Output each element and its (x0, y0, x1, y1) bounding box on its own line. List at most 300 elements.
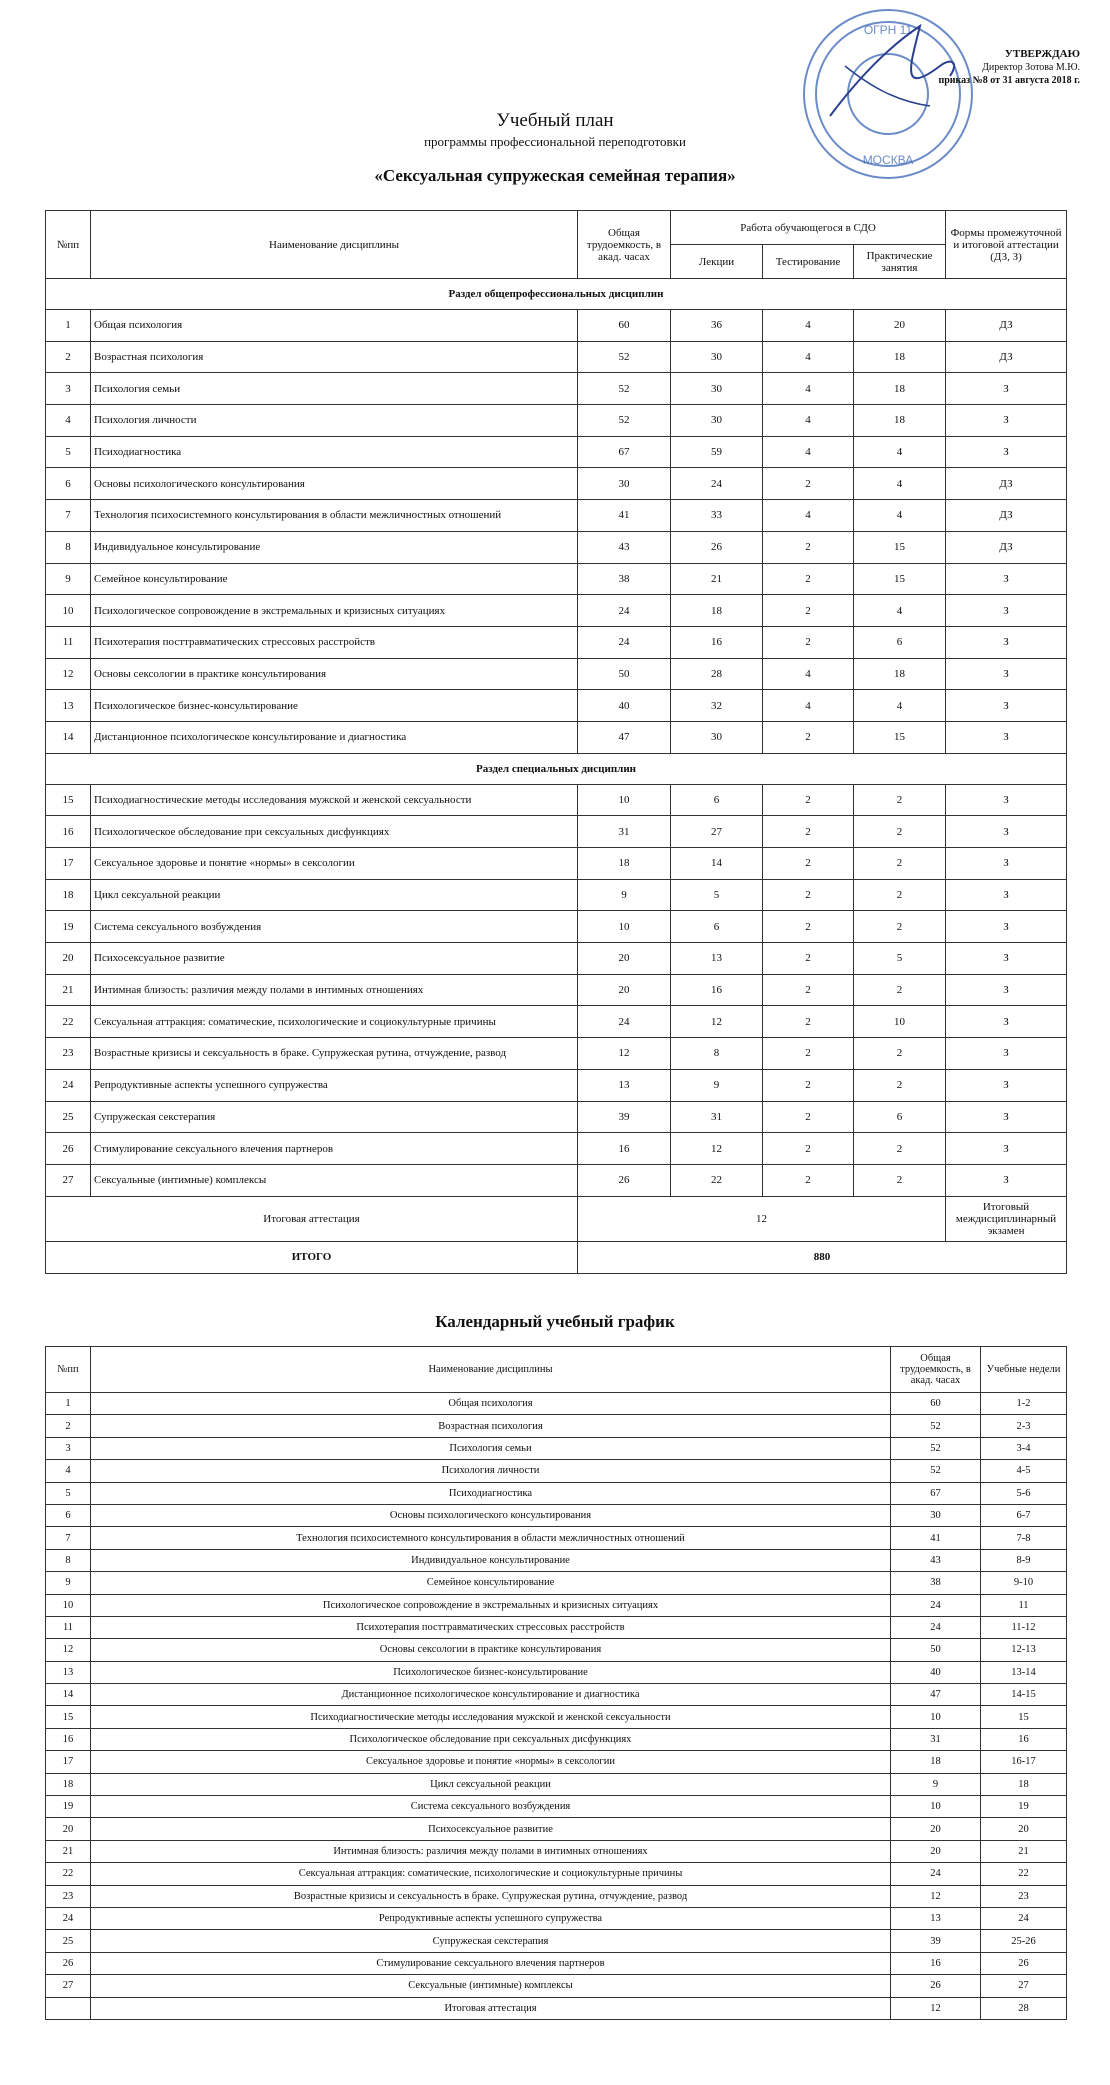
discipline-name: Индивидуальное консультирование (91, 1549, 891, 1571)
row-number: 7 (46, 1527, 91, 1549)
table-row (46, 1840, 1067, 1862)
lecture-hours: 24 (671, 468, 763, 500)
practice-hours: 18 (854, 373, 946, 405)
practice-hours: 10 (854, 1006, 946, 1038)
discipline-hours: 50 (891, 1639, 981, 1661)
discipline-name: Психодиагностические методы исследования мужской и женской сексуальности (91, 1706, 891, 1728)
row-number: 15 (46, 1706, 91, 1728)
attestation-form: З (946, 911, 1067, 943)
discipline-hours: 30 (578, 468, 671, 500)
schedule-header-hours: Общая трудоемкость, в акад. часах (891, 1347, 981, 1393)
row-number: 7 (46, 500, 91, 532)
table-row (46, 1572, 1067, 1594)
discipline-hours: 20 (578, 943, 671, 975)
practice-hours: 2 (854, 974, 946, 1006)
practice-hours: 15 (854, 563, 946, 595)
discipline-hours: 41 (578, 500, 671, 532)
table-row (46, 1482, 1067, 1504)
discipline-name: Психотерапия посттравматических стрессовых расстройств (91, 626, 578, 658)
discipline-hours: 26 (891, 1975, 981, 1997)
lecture-hours: 16 (671, 974, 763, 1006)
discipline-hours: 16 (578, 1133, 671, 1165)
discipline-name: Общая психология (91, 1393, 891, 1415)
discipline-name: Основы сексологии в практике консультирования (91, 1639, 891, 1661)
row-number: 22 (46, 1863, 91, 1885)
header-num: №пп (46, 211, 91, 279)
discipline-hours: 24 (578, 595, 671, 627)
row-number: 27 (46, 1975, 91, 1997)
attestation-form: З (946, 563, 1067, 595)
final-attestation-form: Итоговый междисциплинарный экзамен (946, 1196, 1067, 1241)
testing-hours: 4 (763, 341, 854, 373)
attestation-form: ДЗ (946, 500, 1067, 532)
row-number: 5 (46, 436, 91, 468)
discipline-hours: 12 (891, 1997, 981, 2019)
lecture-hours: 14 (671, 848, 763, 880)
study-weeks: 24 (981, 1907, 1067, 1929)
table-row (46, 1684, 1067, 1706)
row-number: 12 (46, 658, 91, 690)
table-row (46, 1527, 1067, 1549)
study-weeks: 4-5 (981, 1460, 1067, 1482)
table-row (46, 1164, 1067, 1196)
row-number: 27 (46, 1164, 91, 1196)
lecture-hours: 12 (671, 1006, 763, 1038)
row-number: 18 (46, 879, 91, 911)
study-weeks: 26 (981, 1952, 1067, 1974)
row-number: 2 (46, 341, 91, 373)
discipline-name: Возрастные кризисы и сексуальность в браке. Супружеская рутина, отчуждение, развод (91, 1885, 891, 1907)
testing-hours: 2 (763, 848, 854, 880)
row-number: 17 (46, 1751, 91, 1773)
study-weeks: 27 (981, 1975, 1067, 1997)
study-weeks: 8-9 (981, 1549, 1067, 1571)
lecture-hours: 16 (671, 626, 763, 658)
table-row (46, 1997, 1067, 2019)
table-row (46, 1773, 1067, 1795)
testing-hours: 2 (763, 911, 854, 943)
practice-hours: 2 (854, 879, 946, 911)
discipline-hours: 39 (578, 1101, 671, 1133)
testing-hours: 2 (763, 563, 854, 595)
row-number (46, 1997, 91, 2019)
row-number: 21 (46, 974, 91, 1006)
table-row (46, 879, 1067, 911)
row-number: 23 (46, 1038, 91, 1070)
row-number: 10 (46, 1594, 91, 1616)
discipline-name: Основы психологического консультирования (91, 1504, 891, 1526)
row-number: 25 (46, 1101, 91, 1133)
attestation-form: З (946, 690, 1067, 722)
row-number: 13 (46, 1661, 91, 1683)
discipline-name: Сексуальное здоровье и понятие «нормы» в сексологии (91, 1751, 891, 1773)
row-number: 10 (46, 595, 91, 627)
table-row (46, 1728, 1067, 1750)
discipline-name: Психодиагностические методы исследования мужской и женской сексуальности (91, 784, 578, 816)
study-weeks: 7-8 (981, 1527, 1067, 1549)
discipline-hours: 67 (891, 1482, 981, 1504)
study-weeks: 12-13 (981, 1639, 1067, 1661)
lecture-hours: 5 (671, 879, 763, 911)
table-row (46, 1639, 1067, 1661)
discipline-name: Супружеская секстерапия (91, 1930, 891, 1952)
table-row (46, 1751, 1067, 1773)
row-number: 11 (46, 626, 91, 658)
discipline-name: Итоговая аттестация (91, 1997, 891, 2019)
discipline-hours: 43 (578, 531, 671, 563)
table-row (46, 784, 1067, 816)
row-number: 22 (46, 1006, 91, 1038)
discipline-name: Система сексуального возбуждения (91, 911, 578, 943)
discipline-name: Цикл сексуальной реакции (91, 1773, 891, 1795)
row-number: 17 (46, 848, 91, 880)
row-number: 3 (46, 373, 91, 405)
table-row (46, 500, 1067, 532)
section-title: Раздел специальных дисциплин (46, 753, 1067, 784)
row-number: 11 (46, 1616, 91, 1638)
discipline-name: Психотерапия посттравматических стрессовых расстройств (91, 1616, 891, 1638)
study-weeks: 9-10 (981, 1572, 1067, 1594)
schedule-header-weeks: Учебные недели (981, 1347, 1067, 1393)
table-row (46, 1393, 1067, 1415)
discipline-name: Сексуальная аттракция: соматические, психологические и социокультурные причины (91, 1006, 578, 1038)
lecture-hours: 30 (671, 721, 763, 753)
discipline-name: Семейное консультирование (91, 563, 578, 595)
table-row (46, 816, 1067, 848)
discipline-name: Технология психосистемного консультирования в области межличностных отношений (91, 500, 578, 532)
discipline-name: Репродуктивные аспекты успешного супружества (91, 1907, 891, 1929)
row-number: 19 (46, 1796, 91, 1818)
table-row (46, 848, 1067, 880)
practice-hours: 2 (854, 816, 946, 848)
lecture-hours: 13 (671, 943, 763, 975)
attestation-form: З (946, 816, 1067, 848)
row-number: 16 (46, 1728, 91, 1750)
table-row (46, 974, 1067, 1006)
study-weeks: 25-26 (981, 1930, 1067, 1952)
row-number: 23 (46, 1885, 91, 1907)
discipline-name: Сексуальное здоровье и понятие «нормы» в сексологии (91, 848, 578, 880)
discipline-hours: 38 (578, 563, 671, 595)
study-weeks: 11-12 (981, 1616, 1067, 1638)
lecture-hours: 6 (671, 784, 763, 816)
row-number: 8 (46, 1549, 91, 1571)
schedule-header-num: №пп (46, 1347, 91, 1393)
section-row (46, 279, 1067, 310)
discipline-hours: 9 (578, 879, 671, 911)
row-number: 9 (46, 563, 91, 595)
discipline-name: Дистанционное психологическое консультирование и диагностика (91, 1684, 891, 1706)
discipline-name: Психологическое сопровождение в экстремальных и кризисных ситуациях (91, 595, 578, 627)
row-number: 14 (46, 721, 91, 753)
discipline-hours: 26 (578, 1164, 671, 1196)
practice-hours: 2 (854, 1164, 946, 1196)
study-weeks: 14-15 (981, 1684, 1067, 1706)
total-label: ИТОГО (46, 1241, 578, 1273)
discipline-name: Система сексуального возбуждения (91, 1796, 891, 1818)
discipline-name: Психологическое бизнес-консультирование (91, 1661, 891, 1683)
discipline-hours: 60 (578, 310, 671, 342)
row-number: 24 (46, 1069, 91, 1101)
section-row (46, 753, 1067, 784)
testing-hours: 2 (763, 626, 854, 658)
discipline-hours: 30 (891, 1504, 981, 1526)
practice-hours: 4 (854, 500, 946, 532)
practice-hours: 4 (854, 690, 946, 722)
lecture-hours: 6 (671, 911, 763, 943)
row-number: 5 (46, 1482, 91, 1504)
lecture-hours: 33 (671, 500, 763, 532)
attestation-form: ДЗ (946, 310, 1067, 342)
attestation-form: З (946, 1038, 1067, 1070)
discipline-hours: 52 (891, 1437, 981, 1459)
discipline-hours: 47 (891, 1684, 981, 1706)
table-row (46, 626, 1067, 658)
row-number: 21 (46, 1840, 91, 1862)
testing-hours: 2 (763, 943, 854, 975)
lecture-hours: 22 (671, 1164, 763, 1196)
attestation-form: З (946, 1133, 1067, 1165)
section-title: Раздел общепрофессиональных дисциплин (46, 279, 1067, 310)
attestation-form: З (946, 1006, 1067, 1038)
row-number: 8 (46, 531, 91, 563)
discipline-hours: 31 (578, 816, 671, 848)
lecture-hours: 32 (671, 690, 763, 722)
discipline-hours: 60 (891, 1393, 981, 1415)
study-weeks: 5-6 (981, 1482, 1067, 1504)
discipline-name: Психодиагностика (91, 436, 578, 468)
study-weeks: 19 (981, 1796, 1067, 1818)
table-row (46, 1863, 1067, 1885)
document-subtitle: программы профессиональной переподготовки (424, 134, 686, 149)
curriculum-table (45, 210, 1067, 1274)
table-row (46, 1930, 1067, 1952)
practice-hours: 4 (854, 468, 946, 500)
testing-hours: 2 (763, 595, 854, 627)
practice-hours: 5 (854, 943, 946, 975)
row-number: 25 (46, 1930, 91, 1952)
discipline-hours: 43 (891, 1549, 981, 1571)
table-row (46, 911, 1067, 943)
row-number: 1 (46, 1393, 91, 1415)
table-row (46, 1818, 1067, 1840)
attestation-form: З (946, 373, 1067, 405)
practice-hours: 18 (854, 341, 946, 373)
discipline-hours: 13 (578, 1069, 671, 1101)
approval-title: УТВЕРЖДАЮ (1004, 48, 1080, 60)
discipline-hours: 24 (891, 1616, 981, 1638)
testing-hours: 2 (763, 784, 854, 816)
study-weeks: 1-2 (981, 1393, 1067, 1415)
final-attestation-row (46, 1196, 1067, 1241)
discipline-name: Интимная близость: различия между полами в интимных отношениях (91, 1840, 891, 1862)
discipline-hours: 50 (578, 658, 671, 690)
table-row (46, 563, 1067, 595)
approval-director: Директор Зотова М.Ю. (982, 62, 1080, 73)
table-row (46, 1616, 1067, 1638)
table-row (46, 1415, 1067, 1437)
table-row (46, 1038, 1067, 1070)
attestation-form: ДЗ (946, 341, 1067, 373)
discipline-hours: 67 (578, 436, 671, 468)
testing-hours: 4 (763, 436, 854, 468)
row-number: 24 (46, 1907, 91, 1929)
row-number: 9 (46, 1572, 91, 1594)
discipline-name: Психология семьи (91, 1437, 891, 1459)
study-weeks: 6-7 (981, 1504, 1067, 1526)
discipline-name: Индивидуальное консультирование (91, 531, 578, 563)
table-row (46, 1594, 1067, 1616)
attestation-form: ДЗ (946, 531, 1067, 563)
discipline-name: Основы сексологии в практике консультирования (91, 658, 578, 690)
table-row (46, 595, 1067, 627)
lecture-hours: 36 (671, 310, 763, 342)
discipline-name: Психосексуальное развитие (91, 943, 578, 975)
header-work: Работа обучающегося в СДО (671, 211, 946, 245)
approval-order: приказ №8 от 31 августа 2018 г. (938, 75, 1080, 86)
discipline-name: Психология личности (91, 405, 578, 437)
total-row (46, 1241, 1067, 1273)
discipline-name: Дистанционное психологическое консультирование и диагностика (91, 721, 578, 753)
table-row (46, 468, 1067, 500)
testing-hours: 2 (763, 879, 854, 911)
table-row (46, 1460, 1067, 1482)
table-row (46, 1706, 1067, 1728)
schedule-header-row (46, 1347, 1067, 1393)
table-row (46, 658, 1067, 690)
discipline-hours: 40 (891, 1661, 981, 1683)
discipline-hours: 41 (891, 1527, 981, 1549)
testing-hours: 4 (763, 310, 854, 342)
study-weeks: 13-14 (981, 1661, 1067, 1683)
study-weeks: 16-17 (981, 1751, 1067, 1773)
svg-text:ОГРН 11: ОГРН 11 (863, 23, 913, 37)
study-weeks: 28 (981, 1997, 1067, 2019)
study-weeks: 18 (981, 1773, 1067, 1795)
discipline-name: Психодиагностика (91, 1482, 891, 1504)
testing-hours: 2 (763, 974, 854, 1006)
discipline-name: Возрастные кризисы и сексуальность в браке. Супружеская рутина, отчуждение, развод (91, 1038, 578, 1070)
row-number: 20 (46, 1818, 91, 1840)
table-row (46, 436, 1067, 468)
table-row (46, 721, 1067, 753)
header-lectures: Лекции (671, 245, 763, 279)
lecture-hours: 8 (671, 1038, 763, 1070)
study-weeks: 23 (981, 1885, 1067, 1907)
discipline-hours: 52 (578, 373, 671, 405)
attestation-form: З (946, 943, 1067, 975)
discipline-name: Психологическое сопровождение в экстремальных и кризисных ситуациях (91, 1594, 891, 1616)
discipline-name: Психологическое обследование при сексуальных дисфункциях (91, 816, 578, 848)
discipline-hours: 10 (578, 784, 671, 816)
study-weeks: 20 (981, 1818, 1067, 1840)
row-number: 3 (46, 1437, 91, 1459)
testing-hours: 2 (763, 1101, 854, 1133)
discipline-name: Возрастная психология (91, 341, 578, 373)
study-weeks: 15 (981, 1706, 1067, 1728)
discipline-name: Сексуальные (интимные) комплексы (91, 1164, 578, 1196)
discipline-name: Супружеская секстерапия (91, 1101, 578, 1133)
row-number: 6 (46, 468, 91, 500)
table-row (46, 1975, 1067, 1997)
discipline-hours: 24 (891, 1594, 981, 1616)
discipline-name: Психологическое обследование при сексуальных дисфункциях (91, 1728, 891, 1750)
row-number: 14 (46, 1684, 91, 1706)
attestation-form: ДЗ (946, 468, 1067, 500)
discipline-hours: 31 (891, 1728, 981, 1750)
attestation-form: З (946, 721, 1067, 753)
table-row (46, 373, 1067, 405)
header-practice: Практические занятия (854, 245, 946, 279)
discipline-hours: 38 (891, 1572, 981, 1594)
discipline-name: Семейное консультирование (91, 1572, 891, 1594)
lecture-hours: 26 (671, 531, 763, 563)
discipline-hours: 9 (891, 1773, 981, 1795)
discipline-hours: 52 (578, 341, 671, 373)
table-row (46, 1952, 1067, 1974)
discipline-name: Психология личности (91, 1460, 891, 1482)
row-number: 1 (46, 310, 91, 342)
row-number: 18 (46, 1773, 91, 1795)
testing-hours: 2 (763, 1069, 854, 1101)
discipline-hours: 10 (578, 911, 671, 943)
discipline-hours: 39 (891, 1930, 981, 1952)
testing-hours: 2 (763, 721, 854, 753)
row-number: 26 (46, 1952, 91, 1974)
practice-hours: 2 (854, 1038, 946, 1070)
study-weeks: 11 (981, 1594, 1067, 1616)
lecture-hours: 9 (671, 1069, 763, 1101)
lecture-hours: 18 (671, 595, 763, 627)
discipline-name: Психологическое бизнес-консультирование (91, 690, 578, 722)
lecture-hours: 28 (671, 658, 763, 690)
table-row (46, 1437, 1067, 1459)
study-weeks: 21 (981, 1840, 1067, 1862)
row-number: 6 (46, 1504, 91, 1526)
program-title: «Сексуальная супружеская семейная терапия» (374, 166, 736, 185)
total-hours: 880 (578, 1241, 1067, 1273)
discipline-name: Стимулирование сексуального влечения партнеров (91, 1133, 578, 1165)
svg-text:МОСКВА: МОСКВА (862, 153, 914, 167)
practice-hours: 20 (854, 310, 946, 342)
approval-block (930, 48, 1080, 87)
lecture-hours: 31 (671, 1101, 763, 1133)
table-row (46, 341, 1067, 373)
table-row (46, 943, 1067, 975)
table-row (46, 690, 1067, 722)
discipline-hours: 12 (578, 1038, 671, 1070)
testing-hours: 4 (763, 373, 854, 405)
study-weeks: 3-4 (981, 1437, 1067, 1459)
practice-hours: 2 (854, 784, 946, 816)
document-title: Учебный план (496, 110, 614, 131)
testing-hours: 2 (763, 1133, 854, 1165)
header-testing: Тестирование (763, 245, 854, 279)
testing-hours: 2 (763, 816, 854, 848)
discipline-hours: 20 (578, 974, 671, 1006)
discipline-hours: 40 (578, 690, 671, 722)
discipline-hours: 18 (891, 1751, 981, 1773)
discipline-hours: 24 (578, 1006, 671, 1038)
discipline-hours: 47 (578, 721, 671, 753)
header-forms: Формы промежуточной и итоговой аттестации (ДЗ, З) (946, 211, 1067, 279)
discipline-name: Интимная близость: различия между полами в интимных отношениях (91, 974, 578, 1006)
practice-hours: 18 (854, 658, 946, 690)
discipline-hours: 13 (891, 1907, 981, 1929)
discipline-hours: 24 (578, 626, 671, 658)
discipline-hours: 20 (891, 1840, 981, 1862)
row-number: 4 (46, 405, 91, 437)
